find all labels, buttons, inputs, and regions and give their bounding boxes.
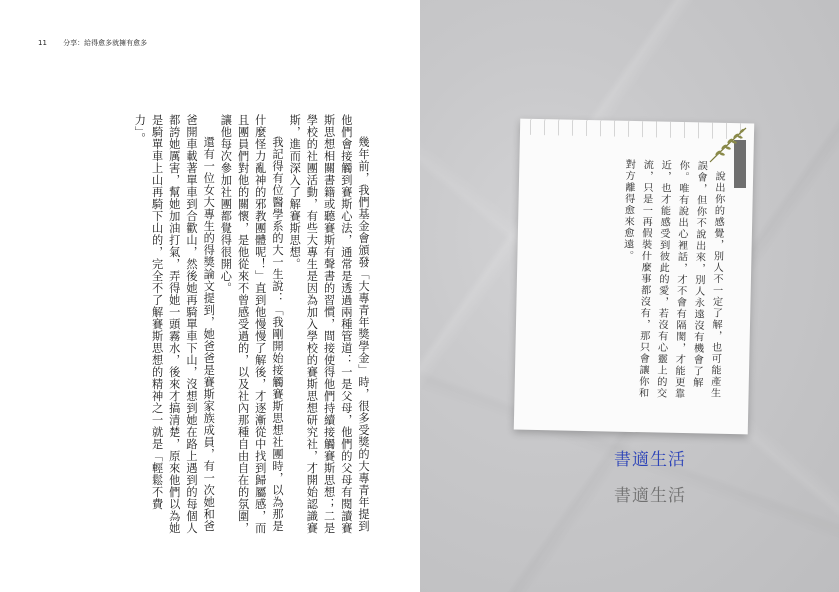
page-number: 11 <box>38 39 47 47</box>
running-title: 分享：給得愈多就擁有愈多 <box>63 39 148 47</box>
wheat-branch-icon <box>706 124 750 164</box>
note-text: 說出你的感覺，別人不一定了解，也可能產生誤會，但你不說出來，別人永遠沒有機會了解你。唯有說出心裡話，才不會有隔閡，才能更靠近，也才能感受到彼此的愛，若沒有心靈上的交流，只是一再假裝什麼事都沒有，那只會讓你和對方離得愈來愈遠。 <box>621 158 725 400</box>
paragraph: 幾年前，我們基金會頒發「大專青年獎學金」時，很多受獎的大專青年提到他們會接觸到賽斯心法，通常是透過兩種管道：一是父母，他們的父母有閱讀賽斯思想相關書籍或聽賽斯有聲書的習慣，間接使得他們持續接觸賽斯思想；二是學校的社團活動，有些大專生是因為加入學校的賽斯思想研究社，才開始認識賽斯，進而深入了解賽斯思想。 <box>288 114 370 534</box>
body-text <box>62 114 372 534</box>
brand-logo-secondary: 書適生活 <box>614 486 686 506</box>
brand-logo-primary: 書適生活 <box>614 450 686 470</box>
note-card <box>514 119 754 435</box>
page-header <box>38 38 161 48</box>
paragraph: 我記得有位醫學系的大一生說：「我剛開始接觸賽斯思想社團時，以為那是什麼怪力亂神的邪教團體呢！」直到他慢慢了解後，才逐漸從中找到歸屬感，而且團員們對他的關懷，是他從來不曾感受過的，以及社內那種自由自在的氛圍，讓他每次參加社團都覺得很開心。 <box>219 114 284 534</box>
paragraph: 還有一位女大專生的得獎論文提到，她爸爸是賽斯家族成員，有一次她和爸爸開車載著單車到合歡山，然後她再騎單車下山，沒想到她在路上遇到的每個人都誇她厲害，幫她加油打氣，弄得她一頭霧水，後來才搞清楚，原來他們以為她是騎單車上山再騎下山的，完全不了解賽斯思想的精神之一就是「輕鬆不費力」。 <box>133 114 216 534</box>
